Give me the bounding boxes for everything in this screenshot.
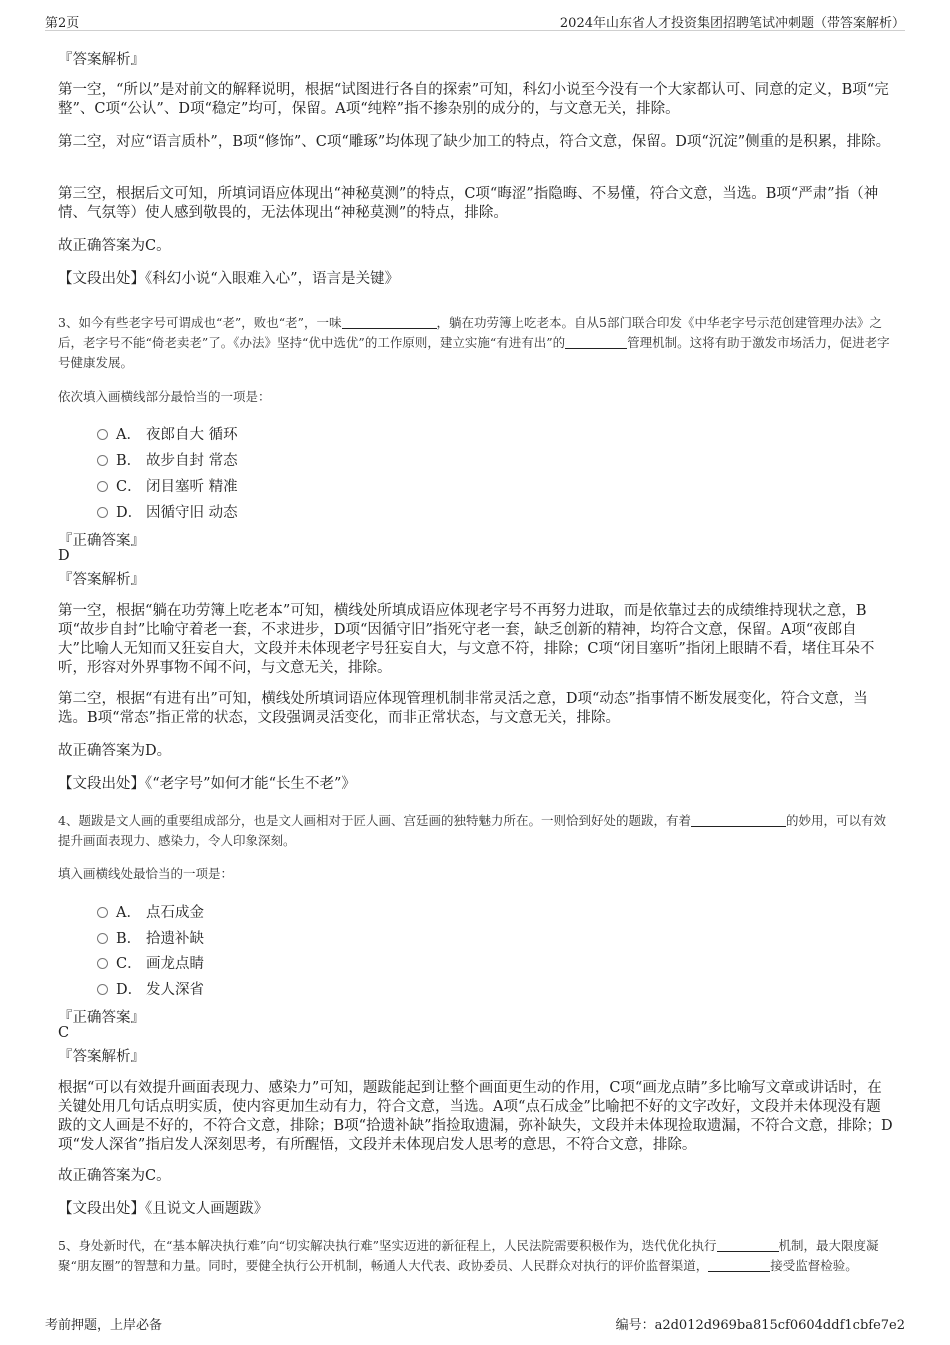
blank-line [565, 334, 627, 349]
q4-option-b[interactable]: B． 拾遗补缺 [97, 927, 204, 947]
q3-analysis-p2: 第二空，根据“有进有出”可知，横线处所填词语应体现管理机制非常灵活之意，D项“动态”指事情不断发展变化，符合文意，当选。B项“常态”指正常的状态，文段强调灵活变化，而非正常状态，与文意无关，排除。 [58, 691, 868, 726]
q4-conclusion: 故正确答案为C。 [58, 1168, 171, 1184]
page-number: 第2页 [45, 16, 80, 31]
q4-answer: C [58, 1025, 70, 1041]
radio-icon[interactable] [97, 984, 108, 995]
q4-prompt: 填入画横线处最恰当的一项是： [58, 866, 234, 881]
correct-answer-label: 『正确答案』 [58, 533, 145, 549]
q2-source: 【文段出处】《科幻小说“入眼难入心”，语言是关键》 [58, 271, 400, 287]
blank-line [342, 314, 437, 329]
q3-conclusion: 故正确答案为D。 [58, 743, 172, 759]
analysis-label: 『答案解析』 [58, 1049, 145, 1065]
q3-option-b[interactable]: B． 故步自封 常态 [97, 449, 238, 469]
radio-icon[interactable] [97, 507, 108, 518]
blank-line [691, 812, 786, 827]
blank-line [708, 1257, 770, 1272]
q4-option-a[interactable]: A． 点石成金 [97, 901, 204, 921]
q4-source: 【文段出处】《且说文人画题跋》 [58, 1201, 269, 1217]
blank-line [717, 1237, 779, 1252]
q5-stem: 5、身处新时代，在“基本解决执行难”向“切实解决执行难”坚实迈进的新征程上，人民法院需要积极作为，迭代优化执行 机制，最大限度凝聚“朋友圈”的智慧和力量。同时，要健全执行公开机制，畅通人大代表、政协委员、人民群众对执行的评价监督渠道， 接受监督检验。 [58, 1238, 879, 1273]
radio-icon[interactable] [97, 933, 108, 944]
q3-option-d[interactable]: D． 因循守旧 动态 [97, 501, 238, 521]
q2-analysis-p3: 第三空，根据后文可知，所填词语应体现出“神秘莫测”的特点，C项“晦涩”指隐晦、不易懂，符合文意，当选。B项“严肃”指（神情、气氛等）使人感到敬畏的，无法体现出“神秘莫测”的特点，排除。 [58, 186, 879, 221]
radio-icon[interactable] [97, 455, 108, 466]
q2-analysis-p1: 第一空，“所以”是对前文的解释说明，根据“试图进行各自的探索”可知，科幻小说至今没有一个大家都认可、同意的定义，B项“完整”、C项“公认”、D项“稳定”均可，保留。A项“纯粹”指不掺杂别的成分的，与文意无关，排除。 [58, 82, 889, 117]
q4-analysis-p1: 根据“可以有效提升画面表现力、感染力”可知，题跋能起到让整个画面更生动的作用，C项“画龙点睛”多比喻写文章或讲话时，在关键处用几句话点明实质，使内容更加生动有力，符合文意，当选。A项“点石成金”比喻把不好的文字改好，文段并未体现没有题跋的文人画是不好的，不符合文意，排除；B项“拾遗补缺”指捡取遗漏，弥补缺失，文段并未体现捡取遗漏，不符合文意，排除；D项“发人深省”指启发人深刻思考，有所醒悟，文段并未体现启发人思考的意思，不符合文意，排除。 [58, 1080, 893, 1153]
q2-conclusion: 故正确答案为C。 [58, 238, 171, 254]
document-id: 编号：a2d012d969ba815cf0604ddf1cbfe7e2 [615, 1318, 905, 1333]
analysis-label: 『答案解析』 [58, 572, 145, 588]
q3-source: 【文段出处】《“老字号”如何才能“长生不老”》 [58, 776, 356, 792]
document-title: 2024年山东省人才投资集团招聘笔试冲刺题（带答案解析） [559, 16, 905, 31]
radio-icon[interactable] [97, 481, 108, 492]
q3-option-a[interactable]: A． 夜郎自大 循环 [97, 423, 238, 443]
q4-stem: 4、题跋是文人画的重要组成部分，也是文人画相对于匠人画、宫廷画的独特魅力所在。一则恰到好处的题跋，有着 的妙用，可以有效提升画面表现力、感染力，令人印象深刻。 [58, 813, 886, 848]
correct-answer-label: 『正确答案』 [58, 1010, 145, 1026]
q3-option-c[interactable]: C． 闭目塞听 精准 [97, 475, 238, 495]
q3-prompt: 依次填入画横线部分最恰当的一项是： [58, 389, 271, 404]
q3-answer: D [58, 548, 70, 564]
analysis-label: 『答案解析』 [58, 52, 145, 68]
q3-analysis-p1: 第一空，根据“躺在功劳簿上吃老本”可知，横线处所填成语应体现老字号不再努力进取，而是依靠过去的成绩维持现状之意，B项“故步自封”比喻守着老一套，不求进步，D项“因循守旧”指死守老一套，缺乏创新的精神，均符合文意，保留。A项“夜郎自大”比喻人无知而又狂妄自大，文段并未体现老字号狂妄自大，与文意不符，排除；C项“闭目塞听”指闭上眼睛不看，堵住耳朵不听，形容对外界事物不闻不问，与文意无关，排除。 [58, 603, 875, 676]
q2-analysis-p2: 第二空，对应“语言质朴”，B项“修饰”、C项“雕琢”均体现了缺少加工的特点，符合文意，保留。D项“沉淀”侧重的是积累，排除。 [58, 134, 891, 150]
page-header [45, 12, 905, 31]
q4-option-d[interactable]: D． 发人深省 [97, 978, 204, 998]
q3-stem: 3、如今有些老字号可谓成也“老”，败也“老”，一味 ，躺在功劳簿上吃老本。自从5部门联合印发《中华老字号示范创建管理办法》之后，老字号不能“倚老卖老”了。《办法》坚持“优中选优”的工作原则，建立实施“有进有出”的 管理机制。这将有助于激发市场活力，促进老字号健康发展。 [58, 315, 890, 370]
radio-icon[interactable] [97, 907, 108, 918]
radio-icon[interactable] [97, 958, 108, 969]
radio-icon[interactable] [97, 429, 108, 440]
footer-slogan: 考前押题，上岸必备 [45, 1318, 163, 1333]
q4-option-c[interactable]: C． 画龙点睛 [97, 952, 204, 972]
